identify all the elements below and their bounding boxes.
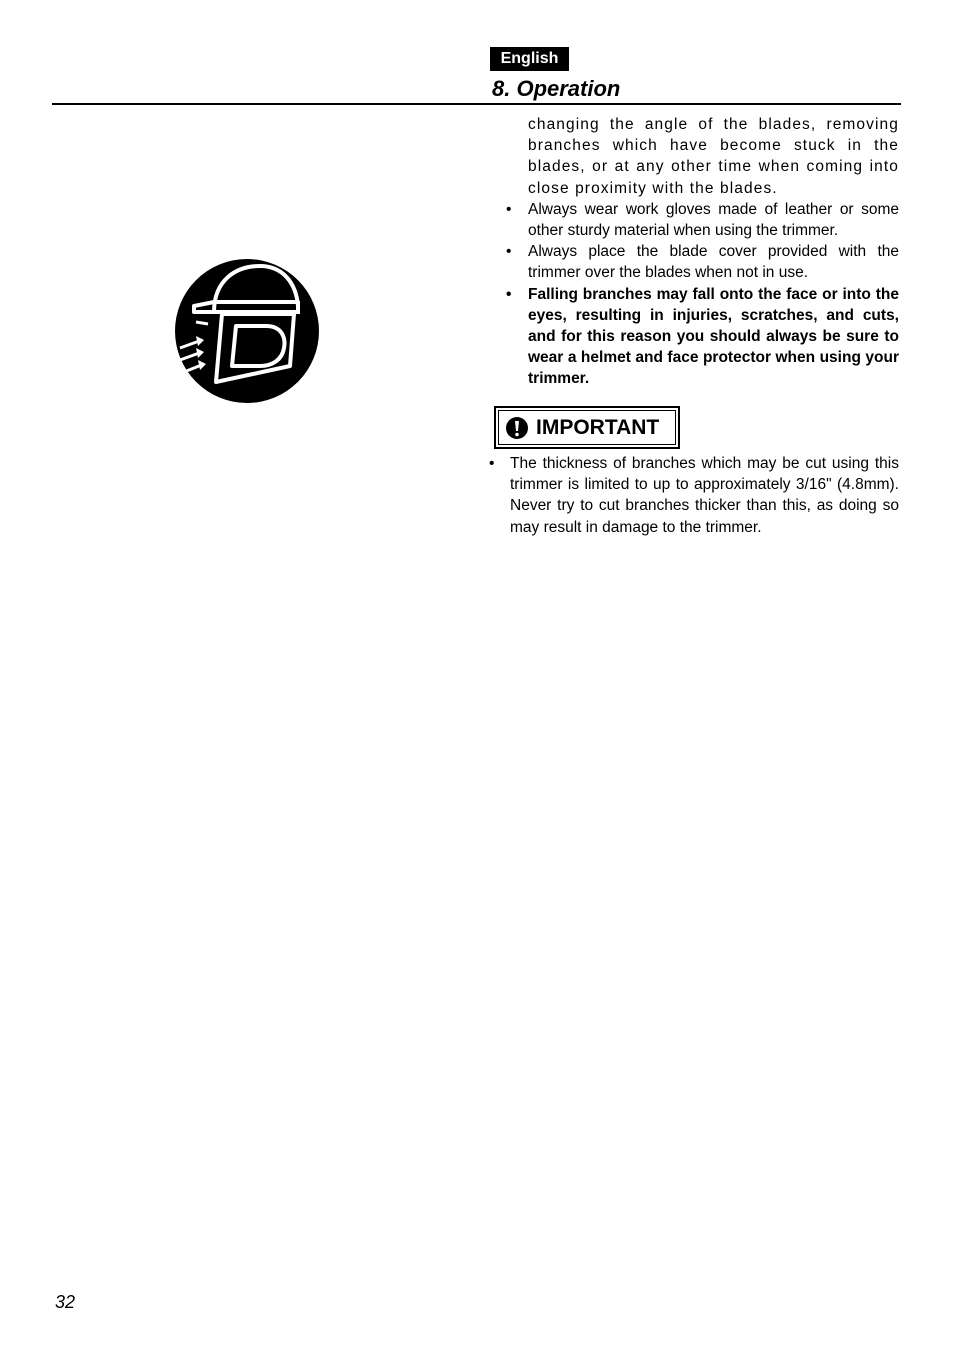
- language-badge: English: [490, 47, 569, 71]
- important-bullet-list: [488, 453, 899, 538]
- page-number: 32: [55, 1292, 76, 1312]
- list-item-text: Falling branches may fall onto the face or into the eyes, resulting in injuries, scratches, and cuts, and for this reason you should always be sure to wear a helmet and face protector when using your trimmer.: [528, 285, 899, 388]
- important-column: [488, 453, 899, 538]
- continuation-paragraph: changing the angle of the blades, removing branches which have become stuck in the blades, or at any other time when coming into close proximity with the blades.: [528, 116, 899, 197]
- important-notice-box: [494, 406, 680, 449]
- helmet-face-shield-icon: [174, 258, 320, 404]
- bullet-marker: •: [506, 200, 512, 218]
- bullet-marker: •: [506, 243, 512, 261]
- list-item: [505, 284, 899, 390]
- list-item: [488, 453, 899, 538]
- operation-column: [505, 114, 899, 390]
- list-item-text: Always wear work gloves made of leather or some other sturdy material when using the trimmer.: [528, 200, 899, 240]
- section-title: 8. Operation: [492, 76, 621, 101]
- list-item-text: The thickness of branches which may be cut using this trimmer is limited to up to approximately 3/16" (4.8mm). Never try to cut branches thicker than this, as doing so may result in damage to the trimmer.: [510, 455, 899, 536]
- list-item-text: Always place the blade cover provided with the trimmer over the blades when not in use.: [528, 243, 899, 282]
- header-rule: [52, 103, 901, 105]
- list-item: [505, 199, 899, 241]
- list-item: [505, 241, 899, 283]
- bullet-marker: •: [506, 285, 512, 303]
- bullet-marker: •: [489, 455, 495, 472]
- important-label: IMPORTANT: [536, 416, 660, 439]
- safety-bullet-list: [505, 199, 899, 390]
- exclamation-icon: [506, 417, 528, 439]
